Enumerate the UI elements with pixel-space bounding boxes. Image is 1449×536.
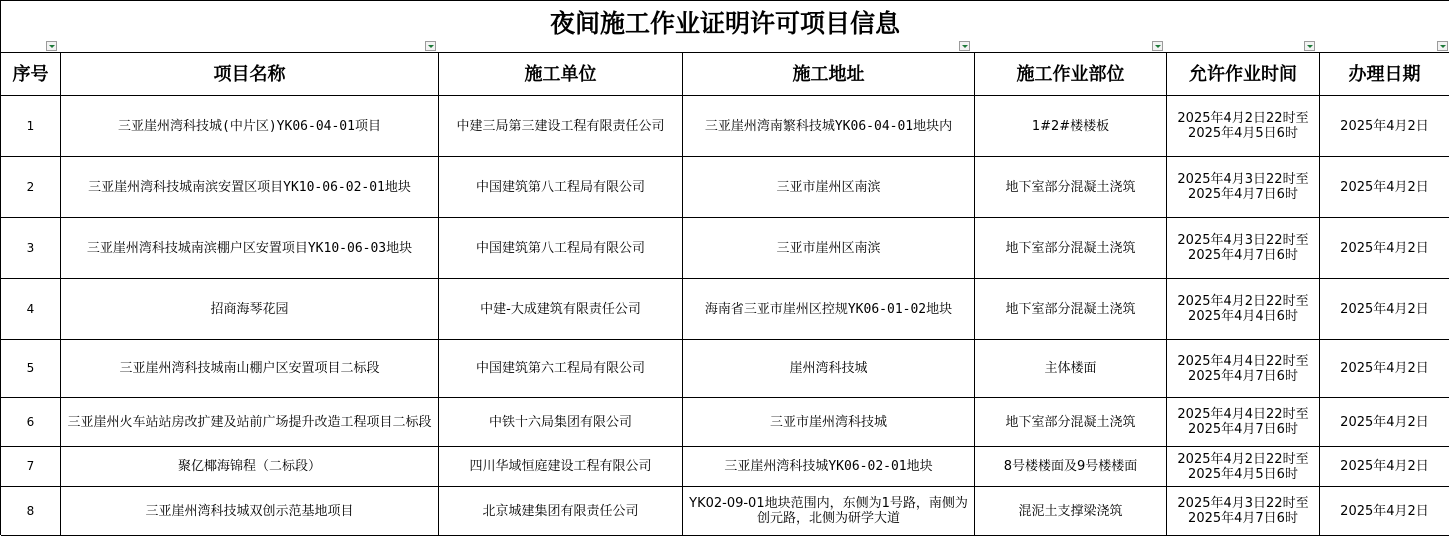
row-date: 2025年4月2日 (1320, 398, 1449, 447)
row-project-name: 三亚崖州湾科技城双创示范基地项目 (61, 487, 439, 536)
row-project-name: 三亚崖州湾科技城(中片区)YK06-04-01项目 (61, 96, 439, 157)
row-address: 海南省三亚市崖州区控规YK06-01-02地块 (683, 279, 975, 340)
header-project-name: 项目名称 (61, 53, 439, 96)
row-allowed-time: 2025年4月3日22时至2025年4月7日6时 (1167, 157, 1320, 218)
row-date: 2025年4月2日 (1320, 487, 1449, 536)
row-no: 3 (1, 218, 61, 279)
row-company: 中国建筑第八工程局有限公司 (439, 218, 683, 279)
row-company: 中国建筑第六工程局有限公司 (439, 340, 683, 398)
row-work-part: 8号楼楼面及9号楼楼面 (975, 447, 1167, 487)
row-company: 北京城建集团有限责任公司 (439, 487, 683, 536)
row-address: YK02-09-01地块范围内，东侧为1号路，南侧为创元路，北侧为研学大道 (683, 487, 975, 536)
row-work-part: 地下室部分混凝土浇筑 (975, 279, 1167, 340)
row-work-part: 混泥土支撑梁浇筑 (975, 487, 1167, 536)
filter-dropdown-icon[interactable] (1437, 41, 1448, 51)
sheet-title: 夜间施工作业证明许可项目信息 (549, 8, 900, 38)
row-address: 三亚崖州湾南繁科技城YK06-04-01地块内 (683, 96, 975, 157)
row-date: 2025年4月2日 (1320, 218, 1449, 279)
row-company: 四川华域恒庭建设工程有限公司 (439, 447, 683, 487)
filter-dropdown-icon[interactable] (46, 41, 57, 51)
row-allowed-time: 2025年4月3日22时至2025年4月7日6时 (1167, 218, 1320, 279)
row-date: 2025年4月2日 (1320, 96, 1449, 157)
row-project-name: 三亚崖州火车站站房改扩建及站前广场提升改造工程项目二标段 (61, 398, 439, 447)
row-work-part: 主体楼面 (975, 340, 1167, 398)
row-no: 8 (1, 487, 61, 536)
row-date: 2025年4月2日 (1320, 340, 1449, 398)
row-company: 中铁十六局集团有限公司 (439, 398, 683, 447)
row-no: 2 (1, 157, 61, 218)
row-address: 三亚市崖州区南滨 (683, 218, 975, 279)
header-company: 施工单位 (439, 53, 683, 96)
sheet-title-cell (1, 1, 1449, 53)
row-date: 2025年4月2日 (1320, 447, 1449, 487)
row-work-part: 地下室部分混凝土浇筑 (975, 218, 1167, 279)
row-project-name: 聚亿椰海锦程（二标段） (61, 447, 439, 487)
filter-dropdown-icon[interactable] (425, 41, 436, 51)
filter-dropdown-icon[interactable] (1152, 41, 1163, 51)
row-address: 三亚崖州湾科技城YK06-02-01地块 (683, 447, 975, 487)
filter-dropdown-icon[interactable] (959, 41, 970, 51)
row-project-name: 三亚崖州湾科技城南滨棚户区安置项目YK10-06-03地块 (61, 218, 439, 279)
filter-dropdown-icon[interactable] (1304, 41, 1315, 51)
row-project-name: 三亚崖州湾科技城南滨安置区项目YK10-06-02-01地块 (61, 157, 439, 218)
row-no: 5 (1, 340, 61, 398)
row-address: 三亚市崖州区南滨 (683, 157, 975, 218)
header-no: 序号 (1, 53, 61, 96)
row-address: 崖州湾科技城 (683, 340, 975, 398)
row-allowed-time: 2025年4月2日22时至2025年4月5日6时 (1167, 96, 1320, 157)
row-project-name: 三亚崖州湾科技城南山棚户区安置项目二标段 (61, 340, 439, 398)
header-address: 施工地址 (683, 53, 975, 96)
row-work-part: 地下室部分混凝土浇筑 (975, 157, 1167, 218)
row-no: 1 (1, 96, 61, 157)
row-work-part: 地下室部分混凝土浇筑 (975, 398, 1167, 447)
row-allowed-time: 2025年4月4日22时至2025年4月7日6时 (1167, 340, 1320, 398)
row-project-name: 招商海琴花园 (61, 279, 439, 340)
header-allowed-time: 允许作业时间 (1167, 53, 1320, 96)
row-allowed-time: 2025年4月2日22时至2025年4月4日6时 (1167, 279, 1320, 340)
header-date: 办理日期 (1320, 53, 1449, 96)
row-allowed-time: 2025年4月4日22时至2025年4月7日6时 (1167, 398, 1320, 447)
row-allowed-time: 2025年4月2日22时至2025年4月5日6时 (1167, 447, 1320, 487)
row-company: 中国建筑第八工程局有限公司 (439, 157, 683, 218)
row-date: 2025年4月2日 (1320, 279, 1449, 340)
row-no: 4 (1, 279, 61, 340)
row-work-part: 1#2#楼楼板 (975, 96, 1167, 157)
row-no: 7 (1, 447, 61, 487)
row-no: 6 (1, 398, 61, 447)
row-address: 三亚市崖州湾科技城 (683, 398, 975, 447)
header-work-part: 施工作业部位 (975, 53, 1167, 96)
row-allowed-time: 2025年4月3日22时至2025年4月7日6时 (1167, 487, 1320, 536)
row-company: 中建-大成建筑有限责任公司 (439, 279, 683, 340)
row-company: 中建三局第三建设工程有限责任公司 (439, 96, 683, 157)
row-date: 2025年4月2日 (1320, 157, 1449, 218)
